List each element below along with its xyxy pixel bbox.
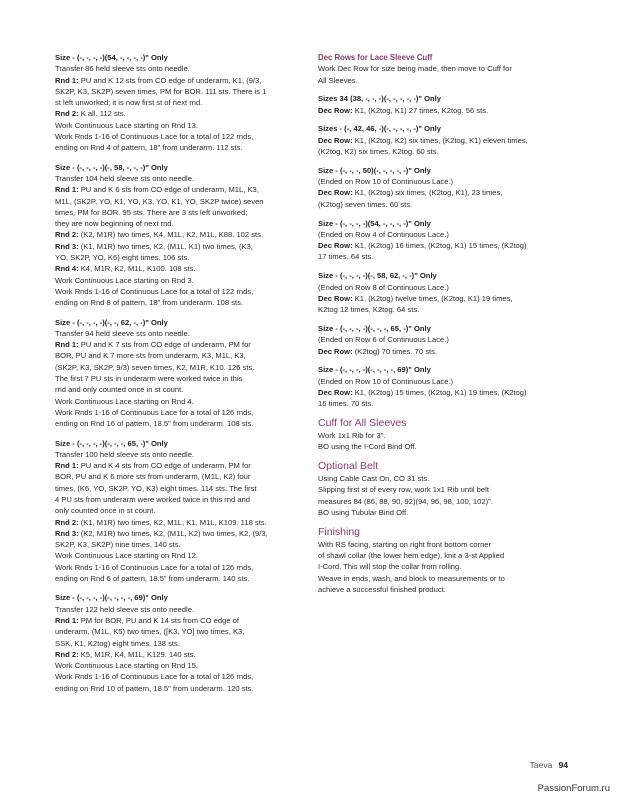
instruction-line: Rnd 2: K all. 112 sts. xyxy=(55,109,126,119)
cuff-section xyxy=(318,417,570,453)
instruction-line: Work Continuous Lace starting on Rnd 4. xyxy=(55,396,194,406)
instruction-line: Dec Row: K1, (K2tog) 15 times, (K2tog, K1) 19 times, (K2tog) xyxy=(318,387,527,397)
size-section xyxy=(55,592,303,694)
instruction-line: Rnd 1: PM for BOR, PU and K 14 sts from CO edge of xyxy=(55,615,239,625)
instruction-line: Work 1x1 Rib for 3". xyxy=(318,431,386,441)
instruction-line: BOR, PU and K 7 more sts from underarm, K3, M1L, K3, xyxy=(55,351,246,361)
instruction-line: times, (K6, YO, SK2P, YO, K3) eight times. 114 sts. The first xyxy=(55,483,257,493)
instruction-line: M1L, (SK2P, YO, K1, YO, K3, YO, K1, YO, SK2P twice) seven xyxy=(55,196,264,206)
belt-section xyxy=(318,460,570,518)
right-column xyxy=(318,52,570,603)
size-heading: Size - (-, -, -, -)(-, 58, -, -, -)" Only xyxy=(55,162,168,172)
instruction-line: Transfer 104 held sleeve sts onto needle. xyxy=(55,173,195,183)
instruction-line: Rnd 3: (K2, M1R) two times, K2, (M1L, K2) two times, K2, (9/3, xyxy=(55,528,268,538)
instruction-line: Rnd 4: K4, M1R, K2, M1L, K100. 108 sts. xyxy=(55,264,196,274)
size-heading: Size - (-, -, -, -)(-, -, 62, -, -)" Only xyxy=(55,317,168,327)
size-heading: Size - (-, -, -, -)(54, -, -, -, -)" Only xyxy=(318,218,431,228)
instruction-line: K2tog 12 times, K2tog. 64 sts. xyxy=(318,305,420,315)
size-heading: Sizes 34 (38, -, -, -)(-, -, -, -, -)" Only xyxy=(318,94,442,104)
instruction-line: (K2tog, K2) six times, K2tog. 60 sts. xyxy=(318,147,439,157)
instruction-line: Rnd 1: PU and K 6 sts from CO edge of underarm, M1L, K3, xyxy=(55,185,259,195)
instruction-line: ending on Rnd 10 of pattern, 18.5" from underarm. 120 sts. xyxy=(55,683,254,693)
size-section xyxy=(318,218,570,263)
instruction-line: Slipping first st of every row, work 1x1 Rib until belt xyxy=(318,485,489,495)
intro-line: Work Dec Row for size being made, then move to Cuff for xyxy=(318,64,512,74)
instruction-line: SK2P, K3, SK2P) seven times, PM for BOR. 111 sts. There is 1 xyxy=(55,86,267,96)
instruction-line: Work Rnds 1-16 of Continuous Lace for a total of 122 rnds, xyxy=(55,286,254,296)
instruction-line: SSK, K1, K2tog) eight times. 138 sts. xyxy=(55,638,180,648)
instruction-line: Work Continuous Lace starting on Rnd 15. xyxy=(55,661,198,671)
instruction-line: The first 7 PU sts in underarm were worked twice in this xyxy=(55,374,243,384)
instruction-line: of shawl collar (the lower hem edge), knit a 3-st Applied xyxy=(318,551,505,561)
size-section xyxy=(318,323,570,357)
instruction-line: Dec Row: K1, (K2tog, K2) six times, (K2tog, K1) eleven times, xyxy=(318,135,528,145)
instruction-line: Weave in ends, wash, and block to measurements or to xyxy=(318,573,505,583)
instruction-line: times, PM for BOR. 95 sts. There are 3 sts left unworked; xyxy=(55,207,248,217)
instruction-line: Dec Row: (K2tog) 70 times. 70 sts. xyxy=(318,346,438,356)
page-footer xyxy=(530,760,569,770)
size-section xyxy=(318,93,570,116)
instruction-line: (Ended on Row 6 of Continuous Lace.) xyxy=(318,335,449,345)
intro-line: All Sleeves. xyxy=(318,75,358,85)
instruction-line: I-Cord. This will stop the collar from rolling. xyxy=(318,562,462,572)
size-heading: Size - (-, -, -, -)(-, -, -, 65, -)" Only xyxy=(318,323,431,333)
instruction-line: BOR, PU and K 6 more sts from underarm, (M1L, K2) four xyxy=(55,472,251,482)
dec-rows-section xyxy=(318,52,570,86)
size-heading: Size - (-, -, -, -)(-, -, -, -, 69)" Only xyxy=(55,593,168,603)
size-section xyxy=(55,317,303,430)
instruction-line: they are now beginning of next rnd. xyxy=(55,219,174,229)
instruction-line: Work Rnds 1-16 of Continuous Lace for a total of 122 rnds, xyxy=(55,132,254,142)
instruction-line: Dec Row: K1, (K2tog) twelve times, (K2tog, K1) 19 times, xyxy=(318,293,513,303)
instruction-line: Rnd 2: (K1, M1R) two times, K2, M1L, K1, M1L, K109. 118 sts. xyxy=(55,517,267,527)
instruction-line: (Ended on Row 10 of Continuous Lace.) xyxy=(318,376,454,386)
instruction-line: achieve a successful finished product. xyxy=(318,584,446,594)
instruction-line: ending on Rnd 16 of pattern, 18.5" from underarm. 108 sts. xyxy=(55,419,254,429)
size-heading: Size - (-, -, -, -)(-, -, -, -, 69)" Only xyxy=(318,365,431,375)
size-section xyxy=(318,270,570,315)
page-number: 94 xyxy=(558,760,568,770)
size-heading: Sizes - (-, 42, 46, -)(-, -, -, -, -)" Only xyxy=(318,124,442,134)
pattern-name: Taeva xyxy=(529,760,553,770)
instruction-line: (Ended on Row 8 of Continuous Lace.) xyxy=(318,282,449,292)
instruction-line: Using Cable Cast On, CO 31 sts. xyxy=(318,474,430,484)
instruction-line: Work Rnds 1-16 of Continuous Lace for a total of 126 rnds, xyxy=(55,407,254,417)
instruction-line: Work Continuous Lace starting on Rnd 13. xyxy=(55,120,198,130)
instruction-line: 16 times. 70 sts. xyxy=(318,399,374,409)
instruction-line: underarm, (M1L, K5) two times, ([K3, YO] two times, K3, xyxy=(55,627,245,637)
instruction-line: YO, SK2P, YO, K6) eight times. 106 sts. xyxy=(55,253,190,263)
instruction-line: BO using the I-Cord Bind Off. xyxy=(318,442,417,452)
cuff-title: Cuff for All Sleeves xyxy=(318,417,407,430)
size-heading: Size - (-, -, -, -)(54, -, -, -, -)" Only xyxy=(55,53,168,62)
size-section xyxy=(318,165,570,210)
size-section xyxy=(318,123,570,157)
instruction-line: ending on Rnd 4 of pattern, 18" from underarm. 112 sts. xyxy=(55,143,243,153)
instruction-line: Rnd 3: (K1, M1R) two times, K2, (M1L, K1) two times, (K3, xyxy=(55,241,253,251)
instruction-line: With RS facing, starting on right front bottom corner xyxy=(318,539,492,549)
instruction-line: measures 84 (86, 88, 90, 92)(94, 96, 98, 100, 102)". xyxy=(318,496,493,506)
instruction-line: Work Rnds 1-16 of Continuous Lace for a total of 126 rnds, xyxy=(55,672,254,682)
instruction-line: Transfer 94 held sleeve sts onto needle. xyxy=(55,328,190,338)
instruction-line: (SK2P, K3, SK2P, 9/3) seven times, K2, M1R, K10. 126 sts. xyxy=(55,362,255,372)
instruction-line: Dec Row: K1, (K2tog) 16 times, (K2tog, K1) 15 times, (K2tog) xyxy=(318,241,527,251)
instruction-line: Dec Row: K1, (K2tog) six times, (K2tog, K1), 23 times, xyxy=(318,188,503,198)
instruction-line: ending on Rnd 6 of pattern, 18.5" from underarm. 140 sts. xyxy=(55,574,250,584)
watermark: PassionForum.ru xyxy=(537,783,610,794)
instruction-line: SK2P, K3, SK2P) nine times. 140 sts. xyxy=(55,540,181,550)
instruction-line: Work Rnds 1-16 of Continuous Lace for a total of 126 rnds, xyxy=(55,562,254,572)
instruction-line: Rnd 2: (K2, M1R) two times, K4, M1L, K2, M1L, K88. 102 sts. xyxy=(55,230,264,240)
instruction-line: only counted once in st count. xyxy=(55,506,156,516)
instruction-line: Transfer 100 held sleeve sts onto needle. xyxy=(55,449,195,459)
size-heading: Size - (-, -, -, 50)(-, -, -, -, -)" Only xyxy=(318,165,431,175)
instruction-line: (Ended on Row 4 of Continuous Lace.) xyxy=(318,229,449,239)
instruction-line: Rnd 2: K5, M1R, K4, M1L, K129. 140 sts. xyxy=(55,649,196,659)
instruction-line: 4 PU sts from underarm were worked twice in this rnd and xyxy=(55,494,250,504)
left-column xyxy=(55,52,303,702)
instruction-line: (K2tog) seven times. 60 sts. xyxy=(318,199,413,209)
finishing-title: Finishing xyxy=(318,525,361,538)
size-section xyxy=(55,52,303,154)
finishing-section xyxy=(318,526,570,595)
size-heading: Size - (-, -, -, -)(-, 58, 62, -, -)" Only xyxy=(318,271,437,281)
instruction-line: 17 times. 64 sts. xyxy=(318,252,374,262)
size-section xyxy=(318,364,570,409)
instruction-line: Work Continuous Lace starting on Rnd 12. xyxy=(55,551,198,561)
size-section xyxy=(55,162,303,309)
instruction-line: ending on Rnd 8 of pattern, 18" from underarm. 108 sts. xyxy=(55,298,244,308)
belt-title: Optional Belt xyxy=(318,460,379,473)
instruction-line: BO using Tubular Bind Off. xyxy=(318,508,409,517)
instruction-line: Transfer 86 held sleeve sts onto needle. xyxy=(55,64,190,74)
instruction-line: Rnd 1: PU and K 12 sts from CO edge of underarm, K1, (9/3, xyxy=(55,75,262,85)
instruction-line: st left unworked; it is now first st of next rnd. xyxy=(55,98,203,108)
instruction-line: (Ended on Row 10 of Continuous Lace.) xyxy=(318,177,454,187)
instruction-line: Rnd 1: PU and K 7 sts from CO edge of underarm, PM for xyxy=(55,340,251,350)
size-heading: Size - (-, -, -, -)(-, -, -, 65, -)" Only xyxy=(55,438,168,448)
dec-rows-heading: Dec Rows for Lace Sleeve Cuff xyxy=(318,53,433,62)
instruction-line: Work Continuous Lace starting on Rnd 3. xyxy=(55,275,194,285)
instruction-line: Dec Row: K1, (K2tog, K1) 27 times, K2tog. 56 sts. xyxy=(318,105,489,115)
instruction-line: Rnd 1: PU and K 4 sts from CO edge of underarm, PM for xyxy=(55,461,251,471)
instruction-line: Transfer 122 held sleeve sts onto needle. xyxy=(55,604,195,614)
instruction-line: rnd and only counted once in st count. xyxy=(55,385,184,395)
size-section xyxy=(55,438,303,585)
